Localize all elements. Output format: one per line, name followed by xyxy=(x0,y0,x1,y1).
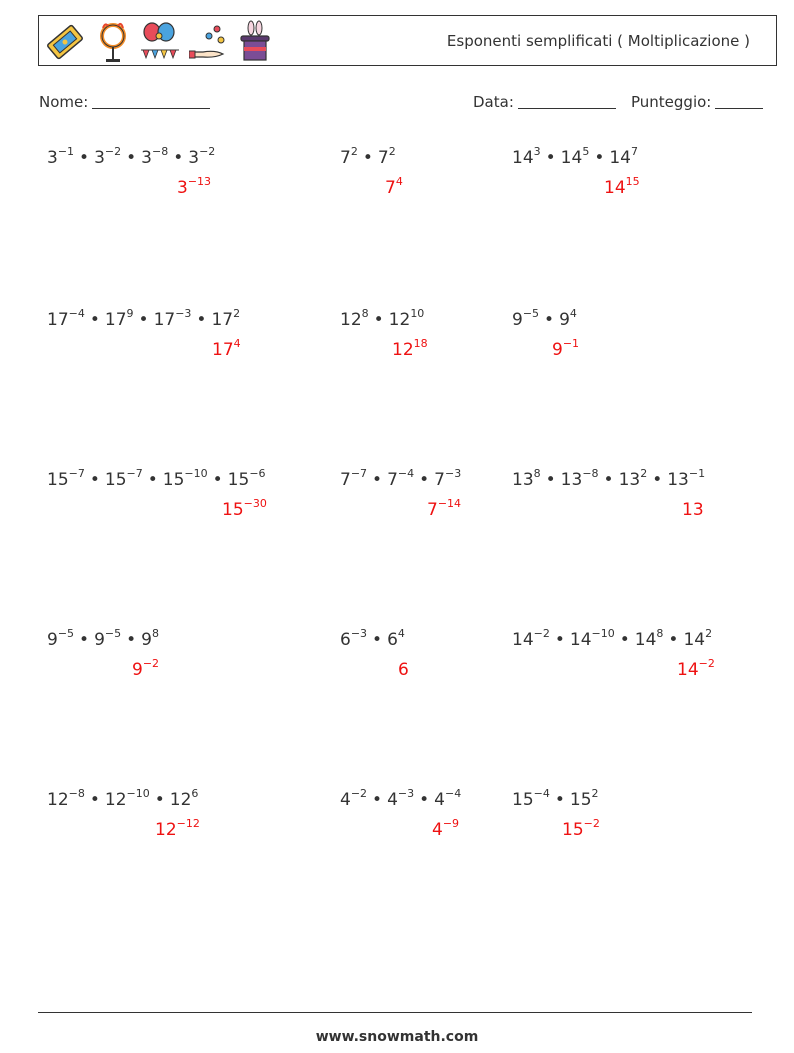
term-exponent: 8 xyxy=(656,627,664,641)
multiply-dot: • xyxy=(372,790,383,810)
multiply-dot: • xyxy=(154,790,165,810)
multiply-dot: • xyxy=(419,790,430,810)
ticket-icon xyxy=(43,20,87,64)
date-label: Data: xyxy=(473,93,514,111)
term-base: 7 xyxy=(434,470,445,490)
juggling-hand-icon xyxy=(189,20,229,64)
balloons-icon xyxy=(139,20,181,64)
problem-answer xyxy=(177,175,212,198)
term-base: 13 xyxy=(512,470,534,490)
multiply-dot: • xyxy=(372,630,383,650)
term-exponent: −8 xyxy=(68,787,85,801)
term-exponent: −10 xyxy=(591,627,615,641)
problem-answer xyxy=(212,337,241,360)
term-exponent: 7 xyxy=(630,145,638,159)
term-exponent: 10 xyxy=(410,307,425,321)
term-base: 7 xyxy=(340,148,351,168)
problem-answer xyxy=(222,497,267,520)
icon-strip xyxy=(43,20,273,64)
problem-answer xyxy=(155,817,200,840)
term-base: 7 xyxy=(340,470,351,490)
term-exponent: −4 xyxy=(397,467,415,481)
multiply-dot: • xyxy=(652,470,663,490)
problem-expression xyxy=(47,145,216,168)
multiply-dot: • xyxy=(212,470,223,490)
term-base: 4 xyxy=(434,790,445,810)
problem-expression xyxy=(340,787,462,810)
term-exponent: 2 xyxy=(233,307,241,321)
problem-expression xyxy=(512,627,713,650)
answer-base: 17 xyxy=(212,340,234,360)
term-base: 14 xyxy=(560,148,583,168)
term-base: 13 xyxy=(618,470,641,490)
answer-base: 12 xyxy=(392,340,414,360)
term-exponent: −5 xyxy=(104,627,122,641)
score-field[interactable] xyxy=(631,93,763,111)
name-label: Nome: xyxy=(39,93,89,111)
multiply-dot: • xyxy=(138,310,149,330)
term-exponent: −4 xyxy=(533,787,550,801)
worksheet-title: Esponenti semplificati ( Moltiplicazione ) xyxy=(446,32,750,50)
term-base: 17 xyxy=(153,310,176,330)
term-exponent: −4 xyxy=(444,787,462,801)
term-exponent: −3 xyxy=(397,787,415,801)
problem-answer xyxy=(552,337,580,360)
term-exponent: −2 xyxy=(533,627,550,641)
term-base: 6 xyxy=(340,630,351,650)
footer-divider xyxy=(38,1012,752,1013)
answer-base: 9 xyxy=(552,340,563,360)
multiply-dot: • xyxy=(126,630,137,650)
term-base: 17 xyxy=(211,310,234,330)
term-exponent: −10 xyxy=(184,467,208,481)
problem-answer xyxy=(677,657,715,680)
multiply-dot: • xyxy=(196,310,207,330)
term-exponent: −1 xyxy=(57,145,75,159)
multiply-dot: • xyxy=(603,470,614,490)
multiply-dot: • xyxy=(619,630,630,650)
term-exponent: −3 xyxy=(350,627,368,641)
multiply-dot: • xyxy=(89,470,100,490)
footer-url: www.snowmath.com xyxy=(315,1029,479,1045)
answer-exponent: 4 xyxy=(395,175,403,189)
answer-exponent: −30 xyxy=(243,497,267,511)
problem-expression xyxy=(512,787,599,810)
problem-expression xyxy=(512,307,577,330)
term-exponent: −6 xyxy=(249,467,266,481)
term-base: 13 xyxy=(560,470,583,490)
magic-hat-icon xyxy=(237,20,273,64)
term-exponent: 8 xyxy=(151,627,159,641)
term-base: 15 xyxy=(47,470,69,490)
term-base: 12 xyxy=(169,790,192,810)
term-base: 17 xyxy=(104,310,127,330)
term-exponent: 9 xyxy=(126,307,134,321)
problem-answer xyxy=(562,817,600,840)
answer-exponent: −1 xyxy=(562,337,580,351)
answer-base: 13 xyxy=(682,500,704,520)
multiply-dot: • xyxy=(554,790,565,810)
term-base: 9 xyxy=(94,630,105,650)
term-base: 15 xyxy=(569,790,592,810)
term-exponent: −7 xyxy=(68,467,85,481)
answer-base: 9 xyxy=(132,660,143,680)
multiply-dot: • xyxy=(554,630,565,650)
multiply-dot: • xyxy=(79,148,90,168)
term-base: 14 xyxy=(634,630,657,650)
term-base: 7 xyxy=(387,470,398,490)
term-exponent: −5 xyxy=(522,307,540,321)
problem-answer xyxy=(432,817,460,840)
answer-base: 4 xyxy=(432,820,443,840)
multiply-dot: • xyxy=(79,630,90,650)
term-base: 12 xyxy=(340,310,362,330)
term-base: 14 xyxy=(512,148,534,168)
multiply-dot: • xyxy=(545,148,556,168)
term-exponent: −10 xyxy=(126,787,150,801)
problem-expression xyxy=(512,145,638,168)
term-base: 4 xyxy=(340,790,351,810)
problem-answer xyxy=(385,175,403,198)
term-base: 14 xyxy=(512,630,534,650)
term-base: 14 xyxy=(683,630,706,650)
term-base: 15 xyxy=(227,470,250,490)
term-base: 12 xyxy=(388,310,411,330)
multiply-dot: • xyxy=(594,148,605,168)
problem-expression xyxy=(47,787,199,810)
answer-exponent: −2 xyxy=(142,657,160,671)
problem-expression xyxy=(340,307,425,330)
term-base: 12 xyxy=(47,790,69,810)
answer-base: 15 xyxy=(222,500,244,520)
term-exponent: −7 xyxy=(350,467,368,481)
problem-expression xyxy=(512,467,706,490)
term-base: 9 xyxy=(47,630,58,650)
term-base: 17 xyxy=(47,310,69,330)
term-base: 13 xyxy=(667,470,689,490)
score-label: Punteggio: xyxy=(631,93,712,111)
multiply-dot: • xyxy=(373,310,384,330)
problem-answer xyxy=(392,337,428,360)
term-exponent: −4 xyxy=(68,307,85,321)
problem-expression xyxy=(340,627,405,650)
multiply-dot: • xyxy=(173,148,184,168)
term-base: 3 xyxy=(141,148,152,168)
term-exponent: −7 xyxy=(126,467,143,481)
answer-exponent: −2 xyxy=(583,817,600,831)
term-exponent: −2 xyxy=(104,145,122,159)
multiply-dot: • xyxy=(89,790,100,810)
answer-exponent: −2 xyxy=(698,657,715,671)
term-exponent: 5 xyxy=(582,145,590,159)
term-base: 3 xyxy=(47,148,58,168)
multiply-dot: • xyxy=(668,630,679,650)
term-base: 15 xyxy=(162,470,185,490)
term-exponent: 3 xyxy=(533,145,541,159)
term-exponent: 2 xyxy=(350,145,358,159)
term-exponent: 2 xyxy=(591,787,599,801)
answer-exponent: −13 xyxy=(187,175,212,189)
multiply-dot: • xyxy=(89,310,100,330)
term-exponent: −8 xyxy=(151,145,169,159)
term-exponent: −8 xyxy=(582,467,599,481)
term-exponent: 4 xyxy=(569,307,577,321)
problem-expression xyxy=(340,467,462,490)
multiply-dot: • xyxy=(544,310,555,330)
term-exponent: 6 xyxy=(191,787,199,801)
problem-answer xyxy=(604,175,640,198)
answer-base: 7 xyxy=(385,178,396,198)
answer-exponent: 18 xyxy=(413,337,428,351)
score-blank[interactable] xyxy=(715,93,763,109)
term-exponent: 2 xyxy=(705,627,713,641)
multiply-dot: • xyxy=(362,148,373,168)
multiply-dot: • xyxy=(419,470,430,490)
problem-answer xyxy=(132,657,160,680)
problem-expression xyxy=(47,627,159,650)
term-base: 15 xyxy=(512,790,534,810)
multiply-dot: • xyxy=(126,148,137,168)
fire-ring-icon xyxy=(95,20,131,64)
answer-base: 3 xyxy=(177,178,188,198)
problem-answer xyxy=(398,660,409,680)
answer-exponent: −12 xyxy=(176,817,200,831)
answer-base: 7 xyxy=(427,500,438,520)
problem-answer xyxy=(427,497,462,520)
term-base: 6 xyxy=(387,630,398,650)
problem-answer xyxy=(682,500,704,520)
term-base: 12 xyxy=(104,790,127,810)
answer-exponent: −14 xyxy=(437,497,462,511)
term-base: 9 xyxy=(141,630,152,650)
term-exponent: 8 xyxy=(361,307,369,321)
term-base: 7 xyxy=(377,148,389,168)
term-exponent: 2 xyxy=(640,467,648,481)
answer-base: 14 xyxy=(677,660,699,680)
term-base: 3 xyxy=(188,148,200,168)
term-exponent: −5 xyxy=(57,627,75,641)
term-exponent: −1 xyxy=(688,467,706,481)
term-exponent: 4 xyxy=(397,627,405,641)
term-exponent: −3 xyxy=(175,307,192,321)
date-field[interactable] xyxy=(473,93,616,111)
answer-base: 12 xyxy=(155,820,177,840)
term-base: 3 xyxy=(94,148,105,168)
problem-expression xyxy=(47,307,241,330)
term-base: 4 xyxy=(387,790,398,810)
answer-exponent: 15 xyxy=(625,175,640,189)
answer-exponent: 4 xyxy=(233,337,241,351)
term-exponent: −3 xyxy=(444,467,462,481)
name-field[interactable] xyxy=(39,93,210,111)
term-exponent: −2 xyxy=(199,145,216,159)
multiply-dot: • xyxy=(147,470,158,490)
problem-expression xyxy=(47,467,266,490)
problem-expression xyxy=(340,145,396,168)
term-base: 9 xyxy=(559,310,570,330)
multiply-dot: • xyxy=(372,470,383,490)
multiply-dot: • xyxy=(545,470,556,490)
term-base: 9 xyxy=(512,310,523,330)
term-exponent: 8 xyxy=(533,467,541,481)
date-blank[interactable] xyxy=(518,93,616,109)
answer-exponent: −9 xyxy=(442,817,460,831)
term-exponent: −2 xyxy=(350,787,368,801)
header-box xyxy=(38,15,777,66)
answer-base: 14 xyxy=(604,178,626,198)
term-base: 14 xyxy=(609,148,631,168)
term-base: 15 xyxy=(104,470,127,490)
term-exponent: 2 xyxy=(388,145,396,159)
term-base: 14 xyxy=(569,630,592,650)
name-blank[interactable] xyxy=(92,93,210,109)
answer-base: 6 xyxy=(398,660,409,680)
answer-base: 15 xyxy=(562,820,584,840)
